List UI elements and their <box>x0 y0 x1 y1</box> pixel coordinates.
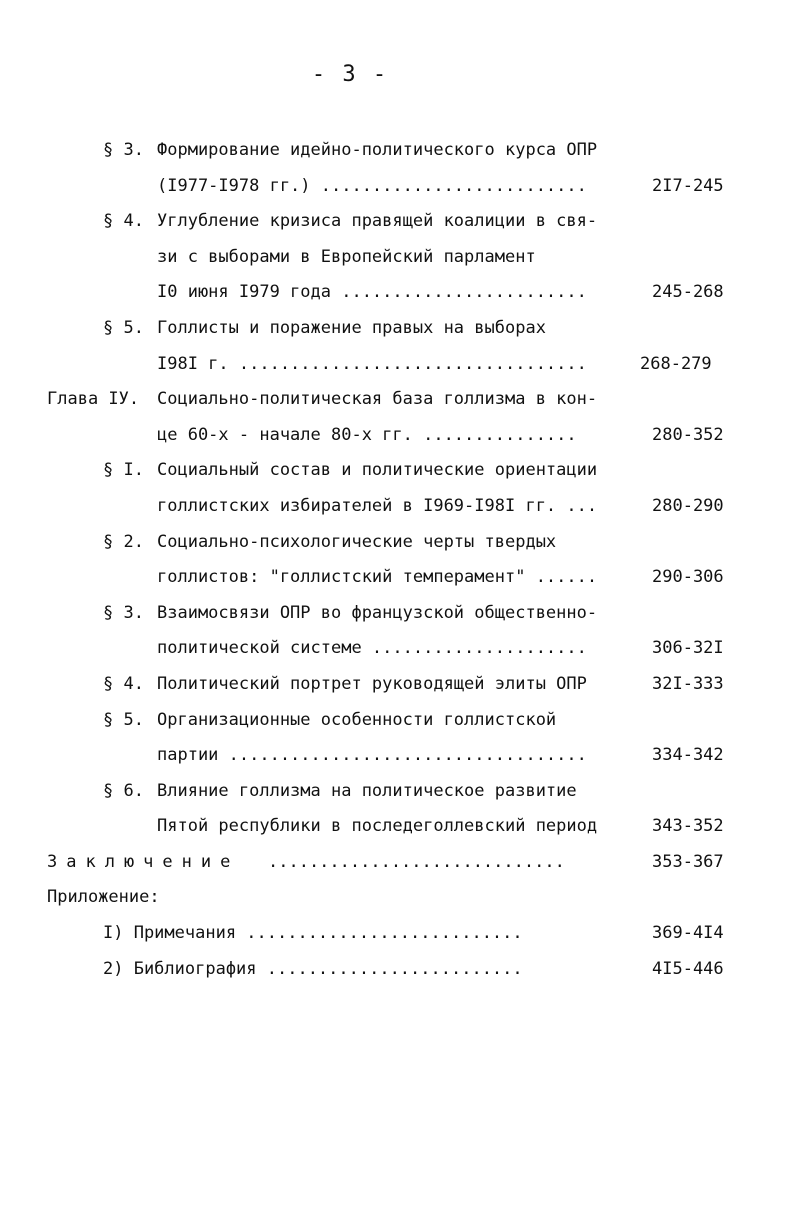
toc-line <box>0 703 793 739</box>
section-mark: § 5. <box>103 317 144 338</box>
toc-line <box>0 525 793 561</box>
chapter-mark: Глава IУ. <box>47 389 140 410</box>
toc-line <box>0 133 793 169</box>
section-mark: § 4. <box>103 673 144 694</box>
section-title-cont: Пятой республики в последеголлевский период <box>157 816 598 837</box>
toc-line <box>0 489 793 525</box>
appendix-item: 2) Библиография ......................... <box>103 958 523 979</box>
toc-line <box>0 560 793 596</box>
page-range: 290-306 <box>652 567 724 588</box>
toc-line <box>0 275 793 311</box>
page-range: 32I-333 <box>652 673 724 694</box>
toc-line <box>0 169 793 205</box>
toc-line <box>0 738 793 774</box>
section-title: Организационные особенности голлистской <box>157 709 557 730</box>
page-number: - 3 - <box>311 62 389 87</box>
page-range: 268-279 <box>640 353 712 374</box>
page-range: 245-268 <box>652 282 724 303</box>
toc-line <box>0 382 793 418</box>
chapter-title: Социально-политическая база голлизма в кон- <box>157 389 598 410</box>
page-range: 4I5-446 <box>652 958 724 979</box>
toc-line <box>0 774 793 810</box>
section-title-cont: голлистских избирателей в I969-I98I гг. ... <box>157 495 598 516</box>
section-title: Углубление кризиса правящей коалиции в свя- <box>157 211 598 232</box>
section-title-cont: I98I г. .................................. <box>157 353 587 374</box>
section-title: Политический портрет руководящей элиты ОПР <box>157 673 587 694</box>
section-mark: § 3. <box>103 602 144 623</box>
toc-line <box>0 845 793 881</box>
section-mark: § 4. <box>103 211 144 232</box>
section-title: Влияние голлизма на политическое развитие <box>157 780 577 801</box>
page-range: 280-290 <box>652 495 724 516</box>
toc-line <box>0 952 793 988</box>
toc-line <box>0 809 793 845</box>
toc-line <box>0 418 793 454</box>
section-title-cont: I0 июня I979 года ........................ <box>157 282 587 303</box>
conclusion-dots: ............................. <box>268 851 565 872</box>
conclusion-label: Заключение <box>47 851 240 872</box>
toc-line <box>0 347 793 383</box>
appendix-label: Приложение: <box>47 887 160 908</box>
chapter-title-cont: це 60-х - начале 80-х гг. ............... <box>157 424 577 445</box>
page-range: 334-342 <box>652 745 724 766</box>
toc-line <box>0 667 793 703</box>
section-title-cont: партии ................................... <box>157 745 587 766</box>
section-title: Социально-психологические черты твердых <box>157 531 557 552</box>
toc-line <box>0 240 793 276</box>
page-range: 2I7-245 <box>652 175 724 196</box>
page-range: 306-32I <box>652 638 724 659</box>
toc-line <box>0 204 793 240</box>
toc-line <box>0 916 793 952</box>
section-title-cont: (I977-I978 гг.) .......................... <box>157 175 587 196</box>
section-title: Взаимосвязи ОПР во французской общественно- <box>157 602 598 623</box>
section-mark: § I. <box>103 460 144 481</box>
toc-line <box>0 880 793 916</box>
section-title-cont: голлистов: "голлистский темперамент" ...... <box>157 567 598 588</box>
section-mark: § 2. <box>103 531 144 552</box>
toc-line <box>0 311 793 347</box>
toc-line <box>0 453 793 489</box>
toc-line <box>0 631 793 667</box>
section-title: Голлисты и поражение правых на выборах <box>157 317 546 338</box>
section-title-cont: зи с выборами в Европейский парламент <box>157 246 536 267</box>
section-mark: § 6. <box>103 780 144 801</box>
section-mark: § 5. <box>103 709 144 730</box>
page-range: 280-352 <box>652 424 724 445</box>
appendix-item: I) Примечания ........................... <box>103 923 523 944</box>
table-of-contents <box>0 133 793 987</box>
page-range: 353-367 <box>652 851 724 872</box>
section-mark: § 3. <box>103 140 144 160</box>
section-title-cont: политической системе ..................... <box>157 638 587 659</box>
section-title: Формирование идейно-политического курса ОПР <box>157 140 598 160</box>
toc-line <box>0 596 793 632</box>
page-range: 343-352 <box>652 816 724 837</box>
section-title: Социальный состав и политические ориентации <box>157 460 598 481</box>
page-range: 369-4I4 <box>652 923 724 944</box>
